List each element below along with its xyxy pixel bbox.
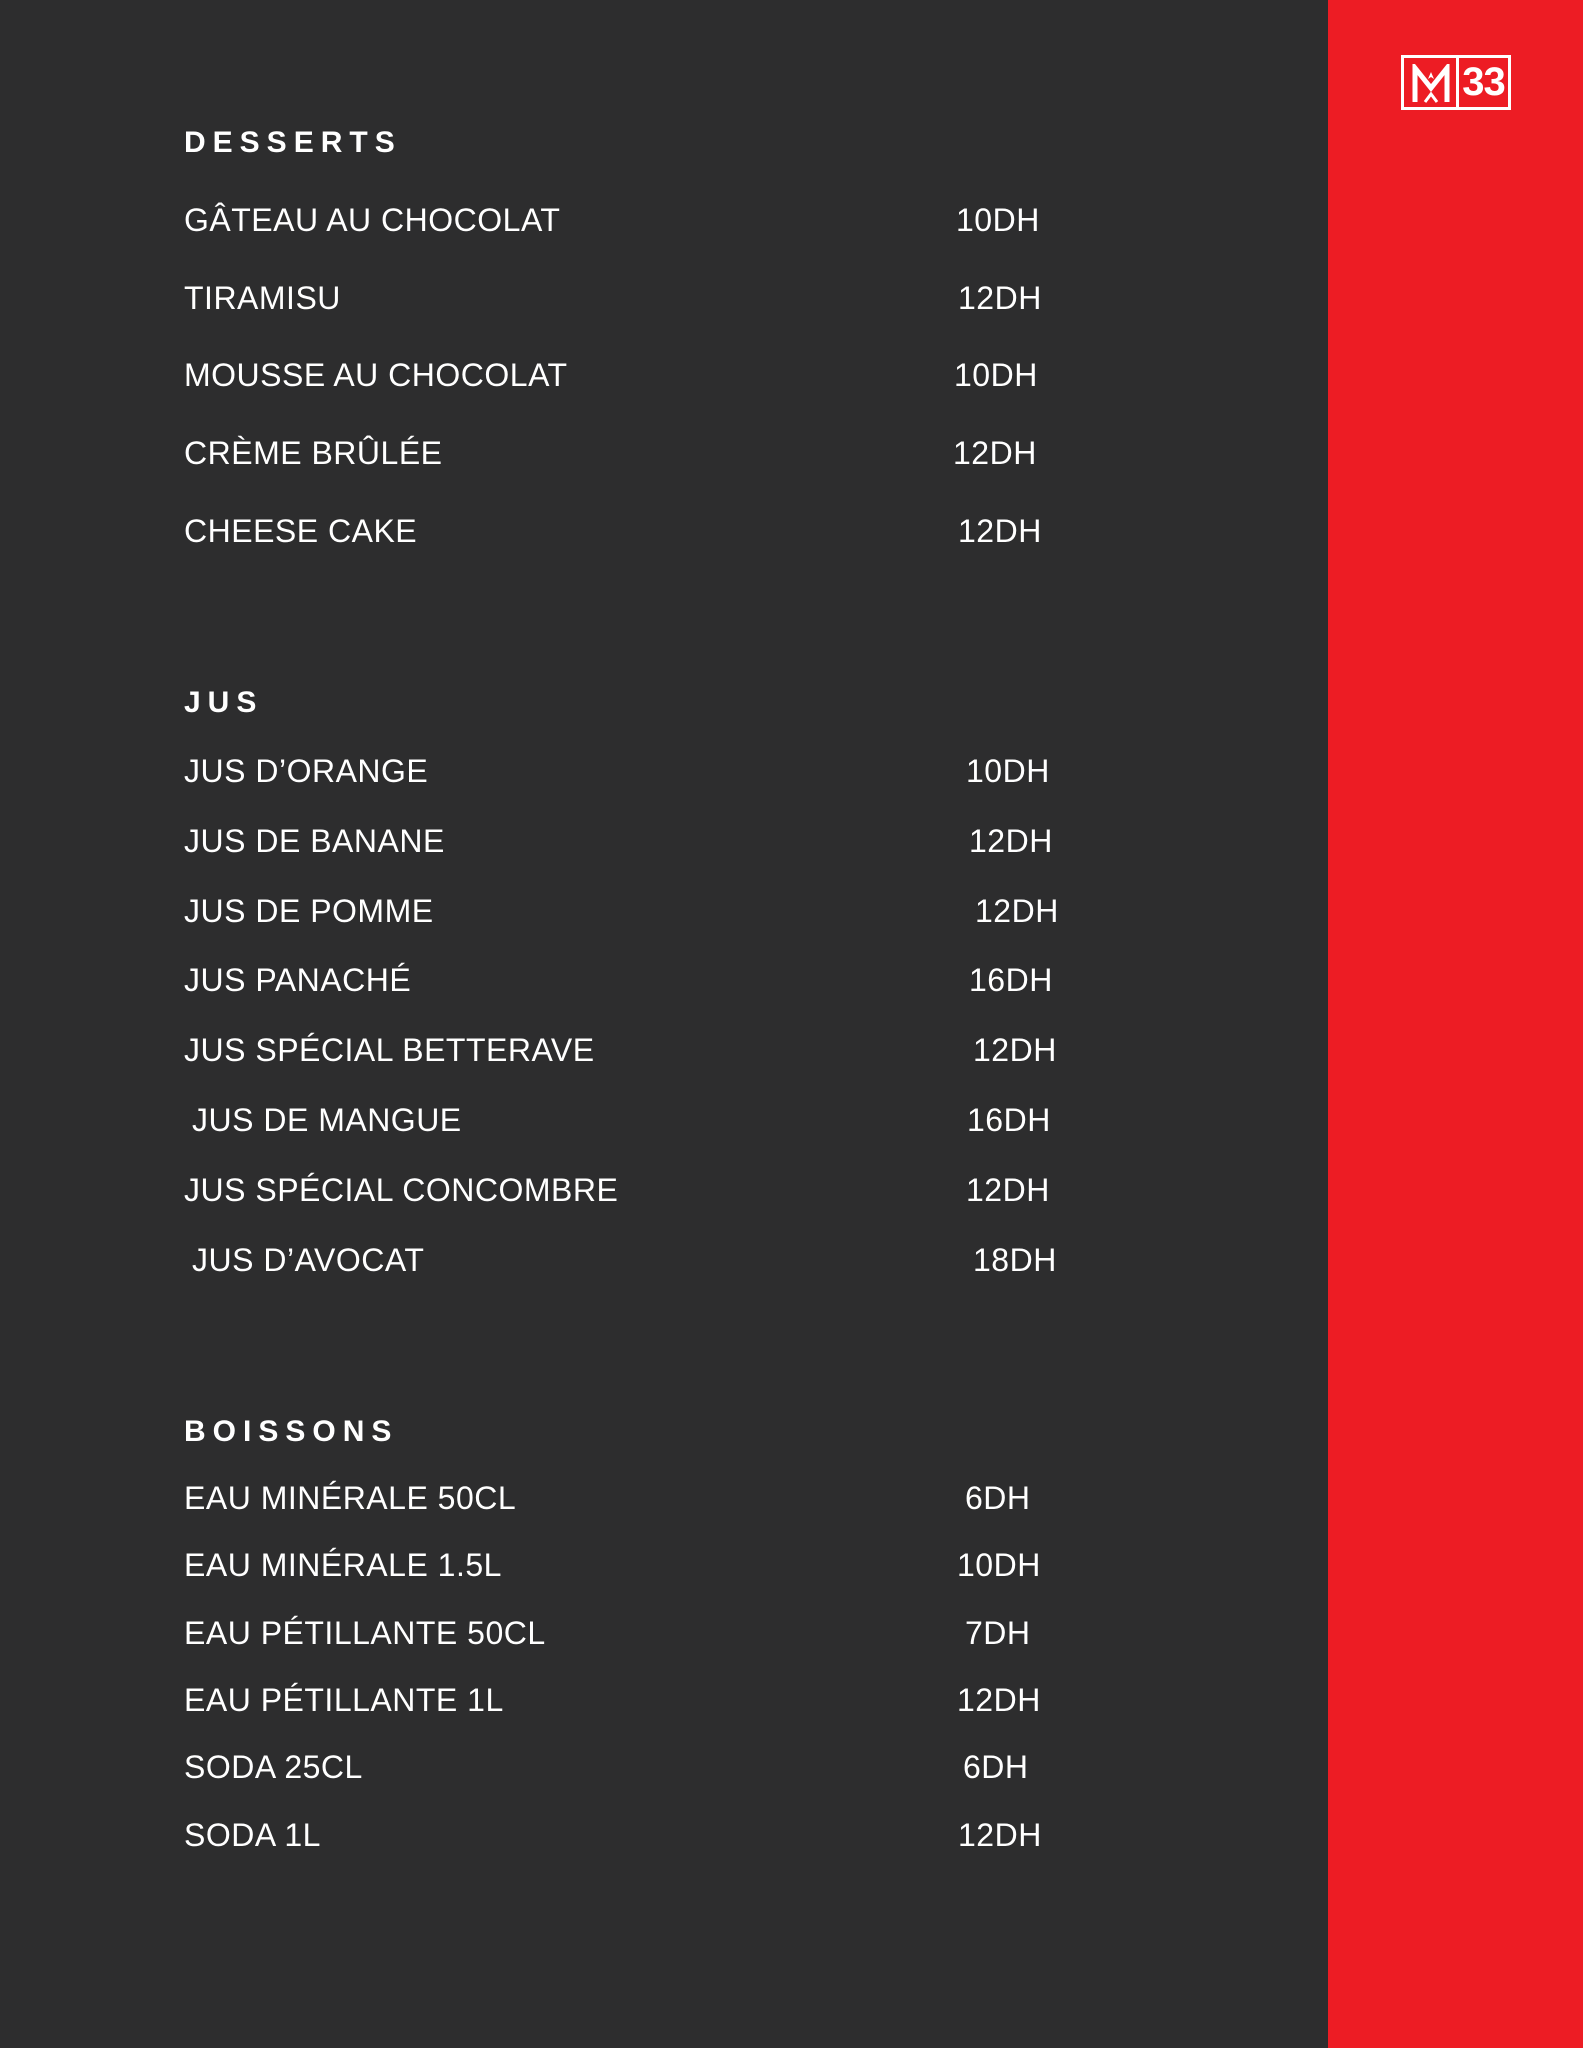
- item-price: 12DH: [958, 1817, 1042, 1853]
- item-price: 12DH: [953, 435, 1037, 471]
- item-price: 10DH: [966, 753, 1050, 789]
- item-name: JUS PANACHÉ: [184, 962, 412, 998]
- menu-row: [0, 1815, 1328, 1855]
- item-price: 10DH: [954, 357, 1038, 393]
- item-price: 16DH: [967, 1102, 1051, 1138]
- logo-m-mark: [1404, 58, 1459, 107]
- menu-row: [0, 1478, 1328, 1518]
- red-side-stripe: [1328, 0, 1583, 2048]
- item-name: SODA 25CL: [184, 1749, 363, 1785]
- item-price: 12DH: [975, 893, 1059, 929]
- menu-row: [0, 1680, 1328, 1720]
- item-price: 12DH: [969, 823, 1053, 859]
- item-price: 12DH: [973, 1032, 1057, 1068]
- menu-row: [0, 278, 1328, 318]
- menu-row: [0, 1170, 1328, 1210]
- menu-row: [0, 355, 1328, 395]
- item-name: EAU MINÉRALE 1.5L: [184, 1547, 502, 1583]
- menu-row: [0, 891, 1328, 931]
- item-price: 10DH: [956, 202, 1040, 238]
- menu-row: [0, 1030, 1328, 1070]
- item-name: MOUSSE AU CHOCOLAT: [184, 357, 568, 393]
- menu-row: [0, 1100, 1328, 1140]
- logo-m-icon: [1412, 64, 1450, 104]
- menu-row: [0, 821, 1328, 861]
- item-name: JUS DE BANANE: [184, 823, 445, 859]
- item-name: CHEESE CAKE: [184, 513, 418, 549]
- section-title-desserts: DESSERTS: [184, 126, 402, 159]
- item-price: 7DH: [965, 1615, 1031, 1651]
- item-price: 18DH: [973, 1242, 1057, 1278]
- item-name: SODA 1L: [184, 1817, 321, 1853]
- logo-number: 33: [1462, 60, 1505, 104]
- item-price: 6DH: [963, 1749, 1029, 1785]
- section-title-jus: JUS: [184, 686, 264, 719]
- section-title-boissons: BOISSONS: [184, 1415, 399, 1448]
- item-price: 12DH: [966, 1172, 1050, 1208]
- menu-row: [0, 1613, 1328, 1653]
- item-name: EAU MINÉRALE 50CL: [184, 1480, 517, 1516]
- menu-row: [0, 751, 1328, 791]
- menu-row: [0, 1545, 1328, 1585]
- item-price: 10DH: [957, 1547, 1041, 1583]
- item-name: EAU PÉTILLANTE 50CL: [184, 1615, 546, 1651]
- item-price: 12DH: [958, 280, 1042, 316]
- menu-row: [0, 511, 1328, 551]
- brand-logo: [1401, 55, 1511, 110]
- item-name: JUS D’ORANGE: [184, 753, 429, 789]
- item-name: JUS DE MANGUE: [192, 1102, 462, 1138]
- item-name: JUS D’AVOCAT: [192, 1242, 425, 1278]
- item-name: JUS SPÉCIAL CONCOMBRE: [184, 1172, 619, 1208]
- item-name: JUS SPÉCIAL BETTERAVE: [184, 1032, 595, 1068]
- item-price: 12DH: [957, 1682, 1041, 1718]
- menu-row: [0, 1747, 1328, 1787]
- menu-row: [0, 200, 1328, 240]
- item-price: 6DH: [965, 1480, 1031, 1516]
- item-name: EAU PÉTILLANTE 1L: [184, 1682, 504, 1718]
- item-price: 12DH: [958, 513, 1042, 549]
- item-name: CRÈME BRÛLÉE: [184, 435, 443, 471]
- item-name: JUS DE POMME: [184, 893, 434, 929]
- item-price: 16DH: [969, 962, 1053, 998]
- menu-row: [0, 960, 1328, 1000]
- item-name: TIRAMISU: [184, 280, 341, 316]
- item-name: GÂTEAU AU CHOCOLAT: [184, 202, 561, 238]
- menu-row: [0, 433, 1328, 473]
- menu-row: [0, 1240, 1328, 1280]
